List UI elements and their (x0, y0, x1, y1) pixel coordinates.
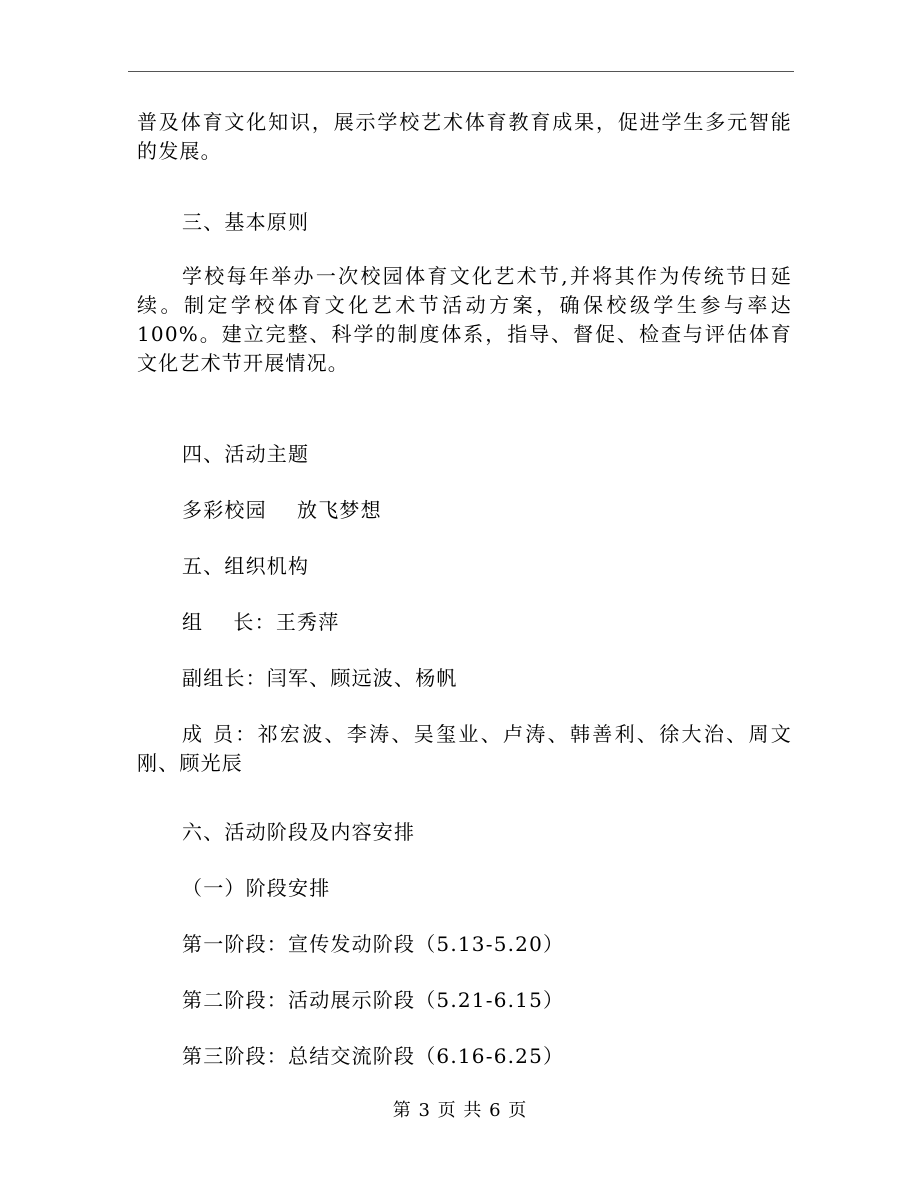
stage-one: 第一阶段：宣传发动阶段（5.13-5.20） (182, 932, 565, 956)
org-leader: 组 长：王秀萍 (182, 610, 340, 634)
stage-three: 第三阶段：总结交流阶段（6.16-6.25） (182, 1044, 565, 1068)
heading-organization: 五、组织机构 (182, 554, 310, 578)
heading-activity-stages: 六、活动阶段及内容安排 (182, 820, 416, 844)
page-footer: 第 3 页 共 6 页 (392, 1100, 528, 1121)
header-rule (128, 71, 794, 72)
stage-two: 第二阶段：活动展示阶段（5.21-6.15） (182, 988, 565, 1012)
paragraph-intro: 普及体育文化知识，展示学校艺术体育教育成果，促进学生多元智能的发展。 (137, 110, 792, 163)
heading-basic-principles: 三、基本原则 (182, 210, 310, 234)
activity-theme-text: 多彩校园 放飞梦想 (182, 498, 382, 522)
subheading-stage-arrangement: （一）阶段安排 (182, 876, 331, 900)
org-vice-leader: 副组长：闫军、顾远波、杨帆 (182, 666, 458, 690)
heading-activity-theme: 四、活动主题 (182, 442, 310, 466)
org-members: 成 员：祁宏波、李涛、吴玺业、卢涛、韩善利、徐大治、周文刚、顾光辰 (137, 722, 792, 775)
paragraph-principles: 学校每年举办一次校园体育文化艺术节,并将其作为传统节日延续。制定学校体育文化艺术节活动方案，确保校级学生参与率达100%。建立完整、科学的制度体系，指导、督促、检查与评估体育文化艺术节开展情况。 (137, 264, 792, 375)
